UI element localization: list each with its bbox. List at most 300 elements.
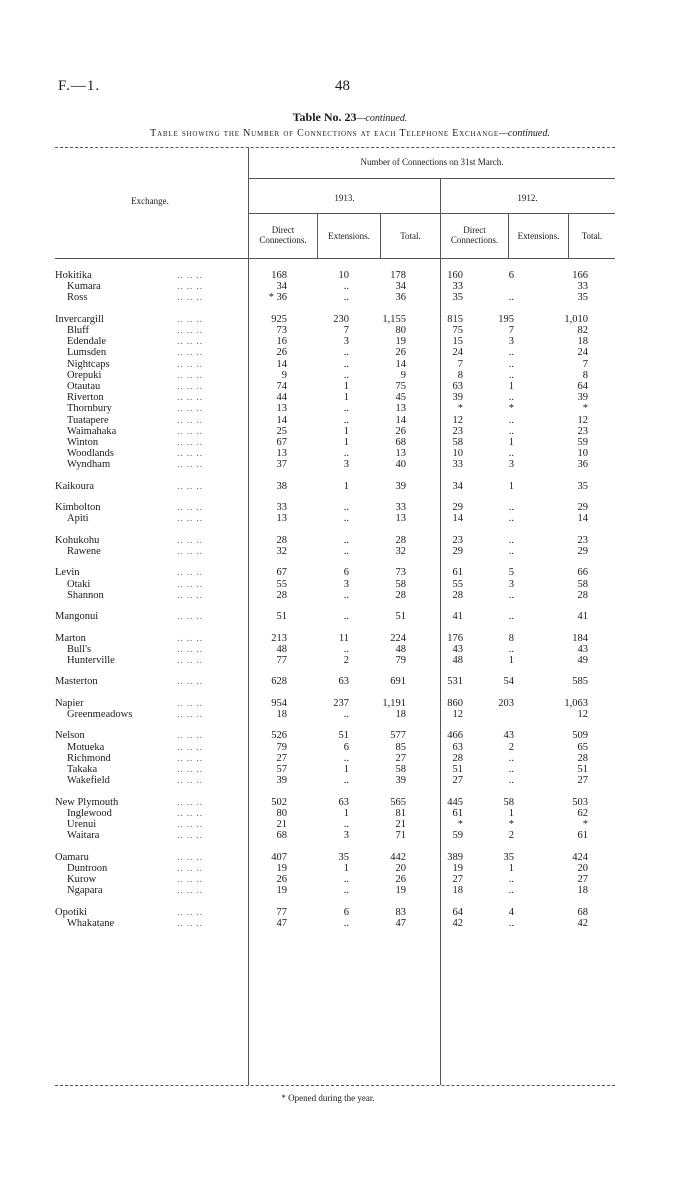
total-1912: 509: [572, 730, 588, 742]
direct-1913: 44: [276, 392, 287, 404]
leader-dots: .. .. ..: [177, 697, 203, 708]
direct-1912: 23: [452, 425, 463, 437]
table-row: [55, 392, 588, 403]
direct-1912: 33: [452, 281, 463, 293]
extensions-1912: 3: [508, 578, 514, 590]
direct-1913: 18: [276, 708, 287, 720]
direct-1912: 55: [452, 578, 463, 590]
extensions-1912: ..: [508, 534, 514, 546]
leader-dots: .. .. ..: [177, 632, 203, 643]
total-1912: 61: [577, 830, 588, 842]
exchange-name: Bull's: [67, 643, 92, 655]
total-1913: 565: [390, 796, 406, 808]
direct-1912: 7: [457, 358, 463, 370]
total-1913: 13: [395, 403, 406, 415]
total-1912: 24: [577, 347, 588, 359]
total-1913: 9: [400, 369, 406, 381]
footnote: * Opened during the year.: [281, 1093, 375, 1103]
exchange-name: Urenui: [67, 818, 97, 830]
table-row: [55, 381, 588, 392]
table-row: [55, 270, 588, 281]
total-1912: 28: [577, 589, 588, 601]
extensions-1912: *: [508, 818, 514, 830]
direct-1912: 860: [447, 697, 463, 709]
direct-1912: 59: [452, 830, 463, 842]
leader-dots: .. .. ..: [177, 513, 203, 524]
direct-1912: 75: [452, 325, 463, 336]
total-1913: 28: [395, 534, 406, 546]
exchange-name: Ross: [67, 292, 88, 304]
header-top-rule: [55, 147, 615, 148]
extensions-1912: *: [508, 403, 514, 415]
extensions-1913: 6: [343, 906, 349, 918]
total-1912: *: [582, 818, 588, 830]
exchange-name: Lumsden: [67, 347, 107, 359]
direct-1913: 74: [276, 381, 287, 393]
total-1913: 68: [395, 437, 406, 449]
exchange-name: Orepuki: [67, 369, 102, 381]
direct-1912: 815: [447, 313, 463, 325]
leader-dots: .. .. ..: [177, 796, 203, 807]
extensions-1912: [463, 709, 514, 720]
extensions-1913: 63: [338, 796, 349, 808]
direct-1912: 176: [447, 632, 463, 644]
direct-1913: 47: [276, 917, 287, 929]
extensions-1912: 58: [503, 796, 514, 808]
extensions-1913: 3: [343, 830, 349, 842]
table-row: [55, 698, 588, 709]
leader-dots: .. .. ..: [177, 830, 203, 841]
exchange-name: Levin: [55, 567, 80, 579]
table-row: [55, 655, 588, 666]
extensions-1912: ..: [508, 292, 514, 304]
direct-1913: 38: [276, 480, 287, 492]
exchange-name: Thornbury: [67, 403, 112, 415]
total-1912: 66: [577, 567, 588, 579]
extensions-1913: ..: [343, 534, 349, 546]
total-1913: 45: [395, 392, 406, 404]
extensions-1913: ..: [343, 403, 349, 415]
total-1913: 26: [395, 425, 406, 437]
extensions-1912: 1: [508, 381, 514, 393]
table-row: [55, 885, 588, 896]
extensions-1912: ..: [508, 513, 514, 525]
direct-1913: 13: [276, 513, 287, 525]
total-1913: 39: [395, 775, 406, 787]
direct-1913: 407: [271, 851, 287, 863]
exchange-name: Otaki: [67, 578, 91, 590]
extensions-1912: 35: [503, 851, 514, 863]
year-rule: [249, 178, 615, 179]
extensions-1913: ..: [343, 818, 349, 830]
extensions-1912: ..: [508, 643, 514, 655]
total-1913: 14: [395, 358, 406, 370]
total-1912: 14: [577, 513, 588, 525]
total-1912: 59: [577, 437, 588, 449]
total-1912: 503: [572, 796, 588, 808]
extensions-1912: ..: [508, 347, 514, 359]
extensions-1913: ..: [343, 502, 349, 514]
direct-1912: *: [457, 403, 463, 415]
table-row: [55, 567, 588, 578]
extensions-1912: ..: [508, 358, 514, 370]
table-row: [55, 415, 588, 426]
leader-dots: .. .. ..: [177, 752, 203, 763]
total-1912: 29: [577, 502, 588, 514]
extensions-1913: ..: [343, 448, 349, 460]
total-1912: 58: [577, 578, 588, 590]
total-1913: 71: [395, 830, 406, 842]
direct-1913: 51: [276, 611, 287, 623]
total-1912: 20: [577, 862, 588, 874]
table-subtitle-main: Table showing the Number of Connections at each Telephone Exchange: [150, 128, 499, 139]
extensions-header-1913: Extensions.: [328, 231, 370, 241]
spacer-row: [55, 304, 588, 314]
table-row: [55, 426, 588, 437]
total-1912: 166: [572, 270, 588, 281]
total-header-1913: Total.: [400, 231, 421, 241]
total-header-1912: Total.: [581, 231, 603, 241]
extensions-1912: 4: [508, 906, 514, 918]
direct-1913: 628: [271, 676, 287, 688]
leader-dots: .. .. ..: [177, 281, 203, 292]
table-row: [55, 676, 588, 687]
direct-1912: 35: [452, 292, 463, 304]
table-row: [55, 448, 588, 459]
table-row: [55, 347, 588, 358]
connections-table: [55, 270, 588, 929]
extensions-1913: 2: [343, 655, 349, 666]
extensions-1913: ..: [343, 358, 349, 370]
total-1913: 58: [395, 763, 406, 775]
leader-dots: .. .. ..: [177, 917, 203, 928]
direct-1913: 21: [276, 818, 287, 830]
exchange-name: Otautau: [67, 381, 101, 393]
direct-1912: 24: [452, 347, 463, 359]
total-1912: 51: [577, 763, 588, 775]
extensions-1913: 35: [338, 851, 349, 863]
total-1913: 79: [395, 655, 406, 666]
direct-1913: 213: [271, 632, 287, 644]
table-row: [55, 644, 588, 655]
total-1912: 43: [577, 643, 588, 655]
extensions-1912: [463, 281, 514, 292]
table-row: [55, 546, 588, 557]
leader-dots: .. .. ..: [177, 578, 203, 589]
direct-1912: 51: [452, 763, 463, 775]
table-row: [55, 874, 588, 885]
total-1912: 64: [577, 381, 588, 393]
extensions-1913: ..: [343, 281, 349, 293]
table-row: [55, 633, 588, 644]
table-bottom-rule: [55, 1085, 615, 1086]
leader-dots: .. .. ..: [177, 392, 203, 403]
table-row: [55, 579, 588, 590]
direct-header-1913: [249, 225, 317, 245]
leader-dots: .. .. ..: [177, 534, 203, 545]
spacer-row: [55, 666, 588, 676]
direct-1912: 28: [452, 752, 463, 764]
direct-1913: 954: [271, 697, 287, 709]
extensions-1913: ..: [343, 708, 349, 720]
exchange-name: Waimahaka: [67, 425, 117, 437]
leader-dots: .. .. ..: [177, 655, 203, 665]
extensions-1913: ..: [343, 347, 349, 359]
extensions-1913: 7: [343, 325, 349, 336]
leader-dots: .. .. ..: [177, 347, 203, 358]
table-row: [55, 459, 588, 470]
direct-1913: 67: [276, 567, 287, 579]
exchange-name: Shannon: [67, 589, 104, 601]
total-1912: 18: [577, 885, 588, 897]
direct-1913: 34: [276, 281, 287, 293]
exchange-name: Duntroon: [67, 862, 108, 874]
extensions-1912: ..: [508, 611, 514, 623]
direct-label: Direct: [271, 225, 295, 235]
direct-1913: 80: [276, 807, 287, 819]
total-1913: 39: [395, 480, 406, 492]
table-row: [55, 918, 588, 929]
exchange-name: Mangonui: [55, 611, 99, 623]
exchange-header: Exchange.: [131, 196, 169, 206]
direct-1913: 16: [276, 336, 287, 348]
leader-dots: .. .. ..: [177, 741, 203, 752]
direct-1913: 67: [276, 437, 287, 449]
extensions-1913: 1: [343, 807, 349, 819]
extensions-1913: 1: [343, 437, 349, 449]
total-1913: 18: [395, 708, 406, 720]
direct-1912: 445: [447, 796, 463, 808]
exchange-name: Greenmeadows: [67, 708, 133, 720]
extensions-1913: 1: [343, 480, 349, 492]
direct-1913: 33: [276, 502, 287, 514]
leader-dots: .. .. ..: [177, 589, 203, 600]
direct-1912: 531: [447, 676, 463, 688]
total-1913: 75: [395, 381, 406, 393]
direct-1912: 27: [452, 873, 463, 885]
connections-span-header: Number of Connections on 31st March.: [360, 157, 504, 167]
leader-dots: .. .. ..: [177, 270, 203, 280]
leader-dots: .. .. ..: [177, 676, 203, 687]
total-1913: 691: [390, 676, 406, 688]
total-1912: 41: [577, 611, 588, 623]
table-subtitle: [0, 128, 700, 139]
table-row: [55, 819, 588, 830]
total-1912: 29: [577, 546, 588, 558]
page-number: 48: [335, 78, 350, 94]
extensions-1913: ..: [343, 292, 349, 304]
extensions-1913: 230: [333, 313, 349, 325]
extensions-1912: ..: [508, 448, 514, 460]
exchange-name: Motueka: [67, 741, 105, 753]
leader-dots: .. .. ..: [177, 730, 203, 741]
exchange-name: Hunterville: [67, 655, 115, 666]
spacer-row: [55, 525, 588, 535]
extensions-1913: 3: [343, 578, 349, 590]
exchange-name: Waitara: [67, 830, 100, 842]
direct-1912: 14: [452, 513, 463, 525]
extensions-1912: ..: [508, 917, 514, 929]
exchange-name: Kohukohu: [55, 534, 100, 546]
extensions-1913: ..: [343, 885, 349, 897]
document-code: F.—1.: [58, 78, 101, 94]
direct-1913: 13: [276, 403, 287, 415]
direct-1913: 14: [276, 414, 287, 426]
leader-dots: .. .. ..: [177, 763, 203, 774]
exchange-name: Kurow: [67, 873, 97, 885]
total-1913: 83: [395, 906, 406, 918]
total-1913: 577: [390, 730, 406, 742]
total-1913: 51: [395, 611, 406, 623]
direct-1912: 29: [452, 502, 463, 514]
year-1912-header: 1912.: [517, 193, 538, 203]
table-row: [55, 359, 588, 370]
leader-dots: .. .. ..: [177, 862, 203, 873]
table-row: [55, 775, 588, 786]
total-1912: 184: [572, 632, 588, 644]
extensions-header-1912: Extensions.: [517, 231, 560, 241]
extensions-1912: ..: [508, 775, 514, 787]
direct-1913: 25: [276, 425, 287, 437]
extensions-1912: 203: [498, 697, 514, 709]
direct-1912: 389: [447, 851, 463, 863]
direct-1912: *: [457, 818, 463, 830]
extensions-1913: 63: [338, 676, 349, 688]
total-1913: 47: [395, 917, 406, 929]
leader-dots: .. .. ..: [177, 403, 203, 414]
table-row: [55, 502, 588, 513]
direct-label: Direct: [463, 225, 486, 235]
exchange-name: Wakefield: [67, 775, 110, 787]
direct-1913: 73: [276, 325, 287, 336]
subheader-rule: [249, 213, 615, 214]
extensions-1912: 6: [508, 270, 514, 281]
table-row: [55, 730, 588, 741]
extensions-1913: 1: [343, 763, 349, 775]
total-1913: 19: [395, 336, 406, 348]
total-1912: 65: [577, 741, 588, 753]
total-1912: 33: [577, 281, 588, 293]
spacer-row: [55, 471, 588, 481]
extensions-1912: 8: [508, 632, 514, 644]
spacer-row: [55, 557, 588, 567]
exchange-name: Hokitika: [55, 270, 92, 281]
direct-1913: 37: [276, 459, 287, 471]
leader-dots: .. .. ..: [177, 292, 203, 303]
extensions-1913: 1: [343, 392, 349, 404]
extensions-1913: 1: [343, 862, 349, 874]
total-1912: 424: [572, 851, 588, 863]
direct-1913: 13: [276, 448, 287, 460]
exchange-name: Marton: [55, 632, 86, 644]
direct-1912: 63: [452, 741, 463, 753]
total-1912: *: [582, 403, 588, 415]
spacer-row: [55, 688, 588, 698]
exchange-name: Tuatapere: [67, 414, 109, 426]
direct-1912: 39: [452, 392, 463, 404]
extensions-1912: ..: [508, 885, 514, 897]
extensions-1912: ..: [508, 763, 514, 775]
table-row: [55, 907, 588, 918]
leader-dots: .. .. ..: [177, 567, 203, 578]
exchange-name: Masterton: [55, 676, 98, 688]
leader-dots: .. .. ..: [177, 425, 203, 436]
exchange-name: New Plymouth: [55, 796, 119, 808]
direct-1912: 64: [452, 906, 463, 918]
total-1913: 36: [395, 292, 406, 304]
table-row: [55, 535, 588, 546]
table-subtitle-suffix: —continued.: [499, 128, 550, 139]
total-1912: 23: [577, 534, 588, 546]
table-title: [0, 110, 700, 125]
extensions-1913: ..: [343, 546, 349, 558]
table-body: [55, 270, 588, 929]
extensions-1912: ..: [508, 873, 514, 885]
extensions-1912: 1: [508, 480, 514, 492]
exchange-name: Kaikoura: [55, 480, 95, 492]
extensions-1913: 6: [343, 567, 349, 579]
extensions-1913: 1: [343, 381, 349, 393]
direct-1913: 526: [271, 730, 287, 742]
total-1912: 12: [577, 708, 588, 720]
total-1912: 18: [577, 336, 588, 348]
extensions-1913: 237: [333, 697, 349, 709]
exchange-name: Ngapara: [67, 885, 103, 897]
total-1912: 42: [577, 917, 588, 929]
connections-label: Connections.: [259, 235, 307, 245]
direct-1913: 14: [276, 358, 287, 370]
direct-1912: 18: [452, 885, 463, 897]
total-1912: 82: [577, 325, 588, 336]
table-row: [55, 281, 588, 292]
extensions-1912: ..: [508, 589, 514, 601]
leader-dots: .. .. ..: [177, 775, 203, 786]
table-row: [55, 709, 588, 720]
total-1913: 80: [395, 325, 406, 336]
extensions-1913: ..: [343, 775, 349, 787]
extensions-1912: ..: [508, 546, 514, 558]
extensions-1913: ..: [343, 513, 349, 525]
total-1913: 178: [390, 270, 406, 281]
direct-1912: 12: [452, 708, 463, 720]
direct-1913: 925: [271, 313, 287, 325]
extensions-1913: 11: [338, 632, 349, 644]
spacer-row: [55, 841, 588, 851]
total-1913: 58: [395, 578, 406, 590]
extensions-1912: 5: [508, 567, 514, 579]
direct-1913: 57: [276, 763, 287, 775]
total-1913: 32: [395, 546, 406, 558]
extensions-1912: 1: [508, 437, 514, 449]
direct-1912: 8: [457, 369, 463, 381]
total-1912: 49: [577, 655, 588, 666]
exchange-name: Apiti: [67, 513, 89, 525]
table-row: [55, 325, 588, 336]
extensions-1912: 2: [508, 741, 514, 753]
extensions-1912: ..: [508, 392, 514, 404]
leader-dots: .. .. ..: [177, 906, 203, 917]
total-1913: 81: [395, 807, 406, 819]
table-row: [55, 314, 588, 325]
total-1912: 36: [577, 459, 588, 471]
extensions-1912: ..: [508, 502, 514, 514]
table-row: [55, 764, 588, 775]
table-row: [55, 590, 588, 601]
direct-1912: 15: [452, 336, 463, 348]
direct-1913: 27: [276, 752, 287, 764]
direct-1913: 28: [276, 589, 287, 601]
leader-dots: .. .. ..: [177, 437, 203, 448]
